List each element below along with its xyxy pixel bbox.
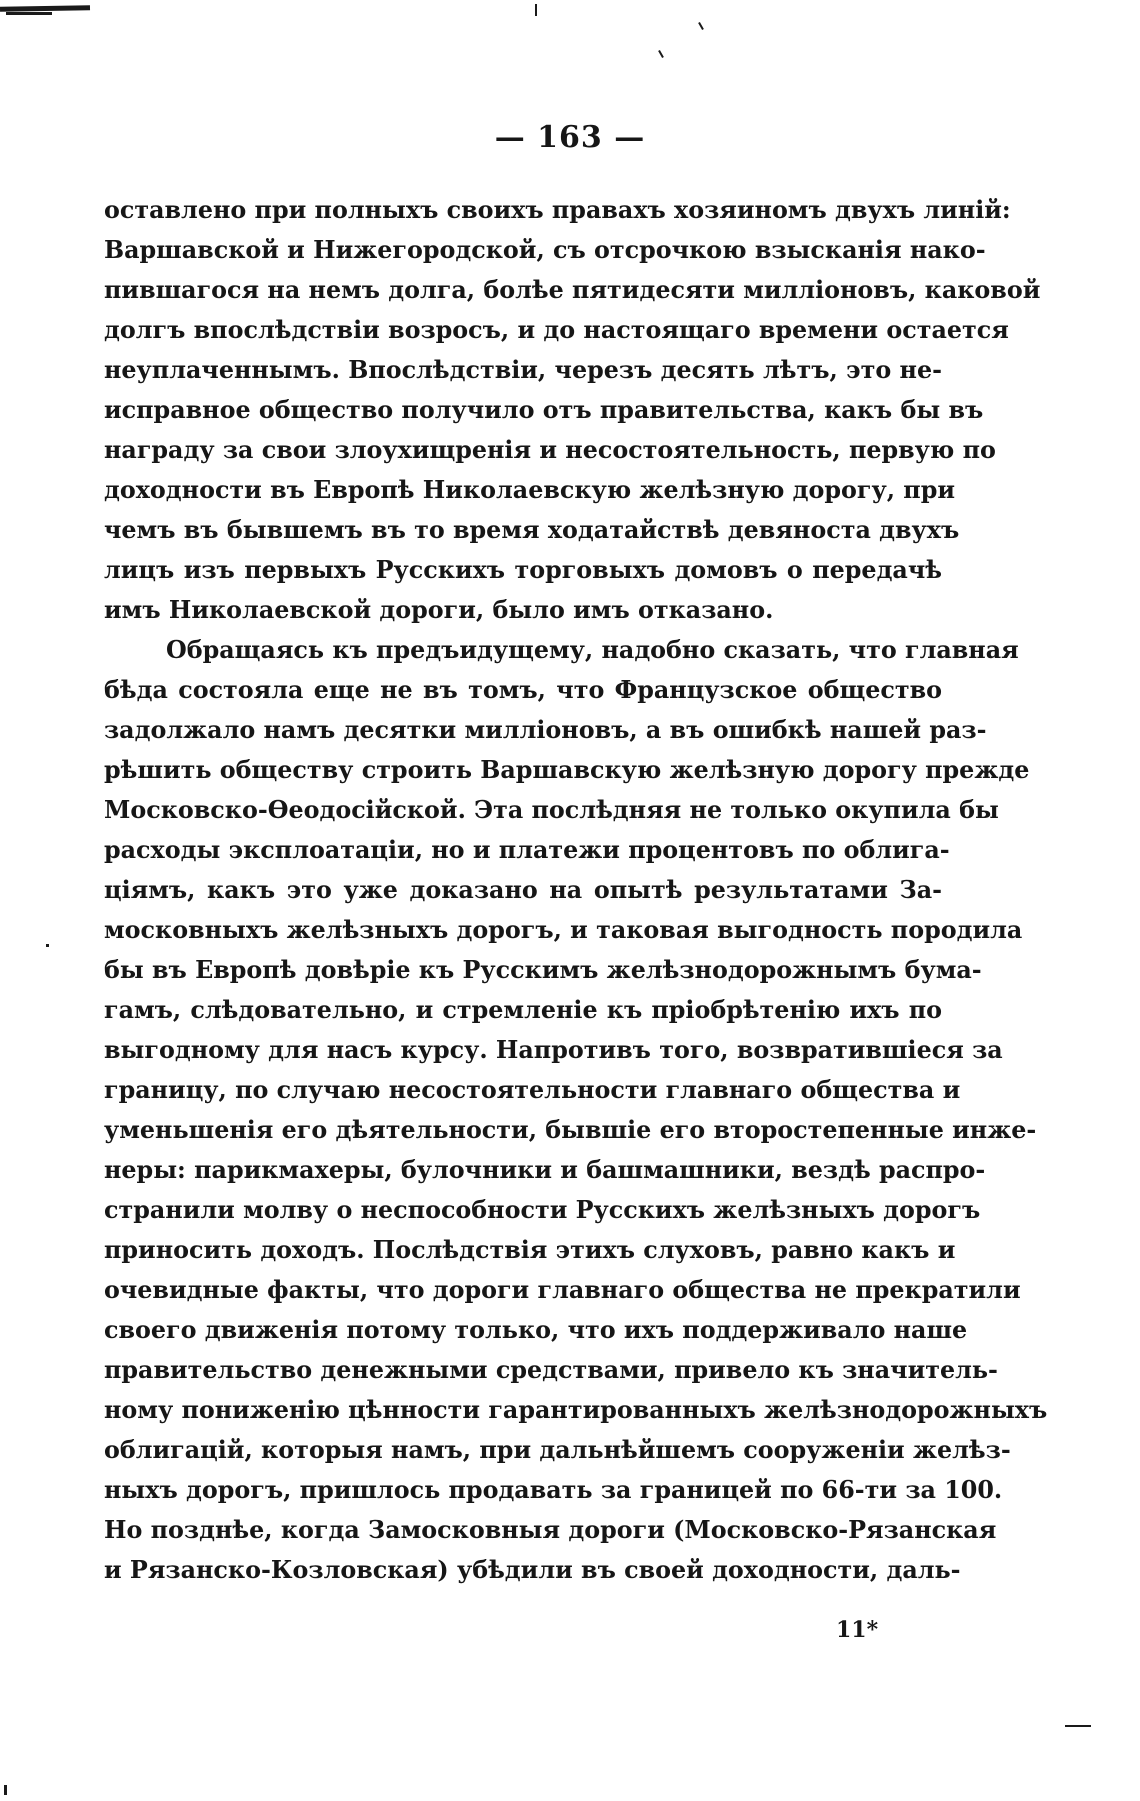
text-line: пившагося на немъ долга, болѣе пятидесяти милліоновъ, каковой (104, 276, 1041, 304)
text-line: Варшавской и Нижегородской, съ отсрочкою взысканія нако- (104, 236, 986, 264)
text-line: своего движенія потому только, что ихъ поддерживало наше (104, 1316, 968, 1344)
signature-mark: 11* (836, 1617, 879, 1643)
scan-artifact-top-right-tick (698, 22, 704, 30)
text-line: московныхъ желѣзныхъ дорогъ, и таковая выгодность породила (104, 916, 1023, 944)
text-line: очевидные факты, что дороги главнаго общества не прекратили (104, 1276, 1021, 1304)
text-line: исправное общество получило отъ правительства, какъ бы въ (104, 396, 984, 424)
text-line: Московско-Ѳеодосійской. Эта послѣдняя не только окупила бы (104, 796, 999, 824)
text-line: ціямъ, какъ это уже доказано на опытѣ результатами За- (104, 876, 942, 904)
text-line: Но позднѣе, когда Замосковныя дороги (Московско-Рязанская (104, 1516, 997, 1544)
body-text (104, 190, 1048, 1590)
paragraph-2 (104, 630, 1048, 1590)
text-line: ныхъ дорогъ, пришлось продавать за границей по 66-ти за 100. (104, 1476, 1003, 1504)
text-line: рѣшить обществу строить Варшавскую желѣзную дорогу прежде (104, 756, 1030, 784)
text-line: имъ Николаевской дороги, было имъ отказано. (104, 596, 774, 624)
text-line: задолжало намъ десятки милліоновъ, а въ ошибкѣ нашей раз- (104, 716, 987, 744)
text-line: границу, по случаю несостоятельности главнаго общества и (104, 1076, 961, 1104)
scan-artifact-top-left (0, 5, 90, 12)
text-line: выгодному для насъ курсу. Напротивъ того, возвратившіеся за (104, 1036, 1003, 1064)
text-line: чемъ въ бывшемъ въ то время ходатайствѣ девяноста двухъ (104, 516, 960, 544)
text-line: уменьшенія его дѣятельности, бывшіе его второстепенные инже- (104, 1116, 1037, 1144)
text-line: гамъ, слѣдовательно, и стремленіе къ пріобрѣтенію ихъ по (104, 996, 942, 1024)
text-line: неры: парикмахеры, булочники и башмашники, вездѣ распро- (104, 1156, 986, 1184)
text-line: приносить доходъ. Послѣдствія этихъ слуховъ, равно какъ и (104, 1236, 956, 1264)
scan-artifact-top-mid-tick (658, 50, 664, 58)
text-line: бѣда состояла еще не въ томъ, что Французское общество (104, 676, 942, 704)
text-line: ному пониженію цѣнности гарантированныхъ желѣзнодорожныхъ (104, 1396, 1048, 1424)
page-number: — 163 — (494, 120, 646, 155)
scan-artifact-top-left-2 (6, 12, 52, 15)
text-line: расходы эксплоатаціи, но и платежи процентовъ по облига- (104, 836, 950, 864)
text-line: лицъ изъ первыхъ Русскихъ торговыхъ домовъ о передачѣ (104, 556, 942, 584)
text-line: облигацій, которыя намъ, при дальнѣйшемъ сооруженіи желѣз- (104, 1436, 1011, 1464)
text-line: долгъ впослѣдствіи возросъ, и до настоящаго времени остается (104, 316, 1009, 344)
scan-artifact-left-dot (46, 944, 49, 947)
scan-artifact-bottom-left (4, 1785, 7, 1795)
text-line: бы въ Европѣ довѣріе къ Русскимъ желѣзнодорожнымъ бума- (104, 956, 982, 984)
paragraph-1 (104, 190, 1041, 630)
text-line: награду за свои злоухищренія и несостоятельность, первую по (104, 436, 996, 464)
text-line: неуплаченнымъ. Впослѣдствіи, черезъ десять лѣтъ, это не- (104, 356, 942, 384)
text-line: правительство денежными средствами, привело къ значитель- (104, 1356, 998, 1384)
text-line: и Рязанско-Козловская) убѣдили въ своей доходности, даль- (104, 1556, 961, 1584)
scan-artifact-bottom-right (1065, 1725, 1091, 1727)
text-line: Обращаясь къ предъидущему, надобно сказать, что главная (166, 636, 1019, 664)
scan-artifact-top-tick (535, 4, 537, 16)
text-line: оставлено при полныхъ своихъ правахъ хозяиномъ двухъ линій: (104, 196, 1011, 224)
text-line: странили молву о неспособности Русскихъ желѣзныхъ дорогъ (104, 1196, 981, 1224)
text-line: доходности въ Европѣ Николаевскую желѣзную дорогу, при (104, 476, 956, 504)
